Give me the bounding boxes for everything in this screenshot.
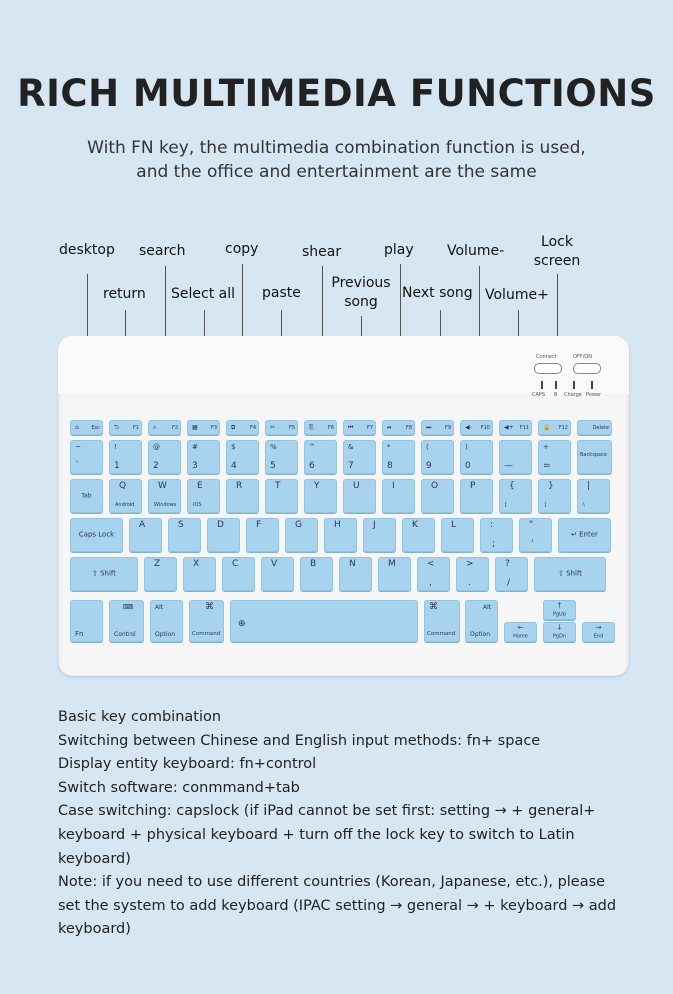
key-z-8[interactable] (417, 557, 450, 591)
key-lower: 1 (114, 461, 120, 471)
key-a-10[interactable] (480, 518, 513, 552)
key-lower: \ (583, 502, 585, 508)
subtitle-line-1: With FN key, the multimedia combination function is used, (87, 138, 586, 158)
key-q-10[interactable] (460, 479, 493, 513)
key-a-2[interactable] (168, 518, 201, 552)
callout-play: play (384, 242, 414, 258)
key-q-5[interactable] (265, 479, 298, 513)
arrow-left-icon: ← (517, 623, 524, 632)
command-icon-right: ⌘ (429, 602, 438, 612)
key-option-left-alt: Alt (155, 604, 164, 611)
key-lower: = (543, 461, 551, 471)
callout-paste: paste (262, 285, 301, 301)
key-upper: : (490, 520, 494, 530)
key-z-6[interactable] (339, 557, 372, 591)
key-z-2[interactable] (183, 557, 216, 591)
key-pgdn-label: PgDn (552, 633, 567, 640)
key-q-0[interactable] (70, 479, 103, 513)
key-end-label: End (593, 633, 604, 640)
key-upper: D (217, 520, 224, 530)
callout-lock-screen-line2: screen (533, 253, 581, 269)
key-pgup[interactable] (543, 600, 576, 620)
key-f4[interactable] (226, 420, 259, 435)
key-option-right-alt: Alt (483, 604, 492, 611)
caps-led (541, 381, 543, 389)
key-a-1[interactable] (129, 518, 162, 552)
fn-key-label: F1 (132, 425, 139, 431)
key-upper: @ (153, 443, 160, 451)
key-upper: ) (465, 443, 468, 451)
key-a-7[interactable] (363, 518, 396, 552)
charge-led (573, 381, 575, 389)
key-space[interactable] (230, 600, 418, 642)
key-q-9[interactable] (421, 479, 454, 513)
fn-key-icon: ⏭ (426, 424, 432, 431)
key-label: Caps Lock (78, 530, 115, 539)
key-z-5[interactable] (300, 557, 333, 591)
key-command-right-label: Command (427, 631, 456, 637)
key-upper: H (334, 520, 341, 530)
key-end[interactable] (582, 622, 615, 642)
key-upper: U (353, 481, 360, 491)
key-upper: Q (119, 481, 127, 491)
callout-volume-minus: Volume- (447, 243, 505, 259)
key-upper: O (431, 481, 439, 491)
key-lower: ; (492, 539, 496, 549)
subtitle (0, 136, 673, 184)
instruction-line: keyboard) (58, 850, 131, 867)
power-label: Power (586, 392, 602, 398)
callout-lock-screen-line1: Lock (541, 234, 573, 250)
key-f10[interactable] (460, 420, 493, 435)
key-a-0[interactable] (70, 518, 123, 552)
key-fn-label: Fn (75, 630, 84, 638)
callout-previous-song (329, 274, 393, 312)
key-upper: + (543, 443, 549, 451)
instructions-text (58, 706, 638, 942)
key-q-1[interactable] (109, 479, 142, 513)
key-control[interactable] (109, 600, 144, 642)
key-q-2[interactable] (148, 479, 181, 513)
key-num-7[interactable] (343, 440, 376, 474)
fn-key-label: F4 (249, 425, 256, 431)
key-a-4[interactable] (246, 518, 279, 552)
key-z-7[interactable] (378, 557, 411, 591)
fn-key-label: F3 (210, 425, 217, 431)
key-upper: C (232, 559, 239, 569)
key-a-6[interactable] (324, 518, 357, 552)
key-num-3[interactable] (187, 440, 220, 474)
key-num-2[interactable] (148, 440, 181, 474)
key-label: ⇧ Shift (91, 569, 116, 578)
key-upper: $ (231, 443, 236, 451)
key-f3[interactable] (187, 420, 220, 435)
key-upper: " (529, 520, 534, 530)
instruction-line: Basic key combination (58, 709, 222, 725)
key-upper: M (388, 559, 396, 569)
key-lower: 6 (309, 461, 315, 471)
subtitle-line-2: and the office and entertainment are the same (136, 162, 537, 182)
callout-select-all: Select all (171, 286, 235, 302)
key-q-7[interactable] (343, 479, 376, 513)
key-a-12[interactable] (558, 518, 611, 552)
fn-key-label: Esc (91, 425, 100, 431)
fn-key-label: F7 (366, 425, 373, 431)
key-lower: Windows (154, 502, 177, 508)
key-lower: / (507, 578, 511, 588)
key-upper: I (392, 481, 395, 491)
key-upper: K (412, 520, 418, 530)
key-q-3[interactable] (187, 479, 220, 513)
key-upper: * (387, 443, 391, 451)
key-upper: B (310, 559, 317, 569)
key-lower: iOS (193, 502, 202, 508)
key-upper: T (275, 481, 281, 491)
key-control-label: Control (114, 631, 136, 638)
callout-return: return (103, 286, 146, 302)
key-num-10[interactable] (460, 440, 493, 474)
key-command-right[interactable] (424, 600, 460, 642)
instruction-line: Display entity keyboard: fn+control (58, 756, 317, 773)
key-upper: > (466, 559, 474, 569)
key-num-11[interactable] (499, 440, 532, 474)
key-command-left-label: Command (192, 631, 221, 637)
power-led (591, 381, 593, 389)
key-lower: 0 (465, 461, 471, 471)
key-num-4[interactable] (226, 440, 259, 474)
fn-key-icon: ⌕ (153, 424, 157, 431)
key-lower: 8 (387, 461, 393, 471)
key-a-9[interactable] (441, 518, 474, 552)
bt-label: B (554, 392, 558, 398)
fn-key-icon: 🔒 (543, 424, 551, 431)
key-z-3[interactable] (222, 557, 255, 591)
charge-label: Charge (564, 392, 582, 398)
key-f0[interactable] (70, 420, 103, 435)
instruction-line: set the system to add keyboard (IPAC setting → general → + keyboard → add (58, 897, 617, 914)
key-z-1[interactable] (144, 557, 177, 591)
key-lower: — (504, 461, 513, 471)
key-upper: Y (314, 481, 320, 491)
fn-key-icon: ⏯ (387, 424, 392, 431)
key-upper: X (193, 559, 200, 569)
key-num-1[interactable] (109, 440, 142, 474)
key-num-12[interactable] (538, 440, 571, 474)
key-upper: W (158, 481, 167, 491)
key-z-4[interactable] (261, 557, 294, 591)
key-lower: , (429, 578, 432, 588)
key-upper: } (548, 481, 554, 491)
fn-key-label: F2 (171, 425, 178, 431)
key-lower: 9 (426, 461, 432, 471)
key-q-8[interactable] (382, 479, 415, 513)
instruction-line: Case switching: capslock (if iPad cannot be set first: setting → + general+ (58, 803, 596, 820)
key-f9[interactable] (421, 420, 454, 435)
key-upper: % (270, 443, 277, 451)
fn-key-icon: ⏮ (348, 424, 354, 431)
key-lower: ' (531, 539, 534, 549)
fn-key-label: F11 (519, 425, 529, 431)
key-home-label: Home (513, 633, 528, 640)
instruction-line: keyboard) (58, 921, 131, 938)
key-upper: ~ (75, 443, 81, 451)
globe-icon: ⊕ (238, 619, 246, 629)
key-upper: # (192, 443, 198, 451)
key-option-left[interactable] (150, 600, 183, 642)
key-fn[interactable] (70, 600, 103, 642)
key-option-right-label: Option (470, 631, 491, 638)
key-f5[interactable] (265, 420, 298, 435)
bluetooth-led (555, 381, 557, 389)
command-icon: ⌘ (205, 602, 214, 612)
key-upper: V (271, 559, 278, 569)
key-upper: S (178, 520, 184, 530)
fn-key-label: F8 (405, 425, 412, 431)
fn-key-label: F12 (558, 425, 568, 431)
key-pgdn[interactable] (543, 622, 576, 642)
instruction-line: Switch software: conmmand+tab (58, 779, 300, 796)
key-home[interactable] (504, 622, 537, 642)
connect-label: Connect (536, 354, 557, 360)
key-label: ↵ Enter (571, 530, 598, 539)
key-q-12[interactable] (538, 479, 571, 513)
key-a-8[interactable] (402, 518, 435, 552)
key-f6[interactable] (304, 420, 337, 435)
key-a-11[interactable] (519, 518, 552, 552)
fn-key-label: F6 (327, 425, 334, 431)
key-num-8[interactable] (382, 440, 415, 474)
fn-key-icon: ⮌ (114, 424, 119, 431)
callout-previous-song-line1: Previous (331, 275, 391, 291)
key-lower: 7 (348, 461, 354, 471)
keyboard-icon: ⌨ (123, 603, 134, 611)
key-f11[interactable] (499, 420, 532, 435)
connect-button[interactable] (534, 363, 562, 374)
callout-next-song: Next song (402, 285, 473, 301)
key-f13[interactable] (577, 420, 612, 435)
key-lower: Android (115, 502, 135, 508)
fn-key-icon: ✂ (270, 424, 276, 431)
key-lower: 2 (153, 461, 159, 471)
key-z-0[interactable] (70, 557, 138, 591)
key-lower: ] (544, 502, 546, 508)
key-lower: Backspace (580, 452, 607, 458)
arrow-down-icon: ↓ (556, 623, 563, 632)
arrow-right-icon: → (595, 623, 602, 632)
key-f7[interactable] (343, 420, 376, 435)
key-q-13[interactable] (577, 479, 610, 513)
key-upper: F (256, 520, 262, 530)
key-upper: ? (505, 559, 510, 569)
key-upper: A (139, 520, 146, 530)
fn-key-label: F9 (444, 425, 451, 431)
key-pgup-label: PgUp (552, 611, 567, 618)
key-lower: ` (75, 461, 80, 471)
callout-shear: shear (302, 244, 342, 260)
key-z-11[interactable] (534, 557, 606, 591)
callout-previous-song-line2: song (344, 294, 378, 310)
callout-lock-screen (530, 233, 584, 271)
key-a-5[interactable] (285, 518, 318, 552)
fn-key-label: F5 (288, 425, 295, 431)
key-f2[interactable] (148, 420, 181, 435)
callout-copy: copy (225, 241, 259, 257)
instruction-line: keyboard + physical keyboard + turn off the lock key to switch to Latin (58, 826, 575, 843)
key-tab-label: Tab (81, 492, 92, 500)
callout-desktop: desktop (59, 242, 115, 258)
key-upper: & (348, 443, 354, 451)
key-q-4[interactable] (226, 479, 259, 513)
key-upper: P (470, 481, 476, 491)
key-num-6[interactable] (304, 440, 337, 474)
fn-key-label: F10 (480, 425, 490, 431)
off-on-label: OFF/ON (573, 354, 593, 360)
key-lower: 3 (192, 461, 198, 471)
key-f12[interactable] (538, 420, 571, 435)
callout-volume-plus: Volume+ (485, 287, 549, 303)
power-switch[interactable] (573, 363, 601, 374)
callout-search: search (139, 243, 186, 259)
key-lower: 5 (270, 461, 276, 471)
key-f1[interactable] (109, 420, 142, 435)
key-lower: [ (505, 502, 507, 508)
key-q-6[interactable] (304, 479, 337, 513)
fn-key-icon: ▦ (192, 424, 198, 431)
fn-key-icon: ⎘ (309, 424, 314, 431)
key-upper: L (451, 520, 457, 530)
key-num-5[interactable] (265, 440, 298, 474)
key-upper: | (587, 481, 591, 491)
page-title: RICH MULTIMEDIA FUNCTIONS (17, 72, 656, 115)
key-num-9[interactable] (421, 440, 454, 474)
keyboard (58, 336, 629, 676)
key-lower: . (468, 578, 471, 588)
key-num-0[interactable] (70, 440, 103, 474)
key-upper: ! (114, 443, 117, 451)
fn-key-icon: ◀+ (504, 424, 514, 431)
instruction-line: Switching between Chinese and English input methods: fn+ space (58, 732, 541, 749)
key-upper: E (197, 481, 203, 491)
key-command-left[interactable] (189, 600, 224, 642)
key-z-10[interactable] (495, 557, 528, 591)
key-z-9[interactable] (456, 557, 489, 591)
key-upper: G (295, 520, 302, 530)
key-upper: N (349, 559, 356, 569)
key-upper: J (373, 520, 376, 530)
key-upper: ^ (309, 443, 315, 451)
arrow-up-icon: ↑ (556, 601, 563, 610)
key-lower: 4 (231, 461, 237, 471)
key-upper: { (509, 481, 515, 491)
fn-key-icon: ⧉ (231, 424, 236, 431)
instruction-line: Note: if you need to use different countries (Korean, Japanese, etc.), please (58, 874, 606, 891)
key-upper: Z (154, 559, 161, 569)
key-q-11[interactable] (499, 479, 532, 513)
caps-label: CAPS (532, 392, 546, 398)
fn-key-icon: ⌂ (75, 424, 79, 431)
key-upper: ( (426, 443, 429, 451)
key-option-left-label: Option (155, 631, 176, 638)
key-label: ⇧ Shift (557, 569, 582, 578)
key-f8[interactable] (382, 420, 415, 435)
key-num-13[interactable] (577, 440, 612, 474)
fn-key-icon: ◀- (465, 424, 472, 431)
key-upper: R (236, 481, 243, 491)
key-upper: < (427, 559, 435, 569)
key-a-3[interactable] (207, 518, 240, 552)
key-option-right[interactable] (465, 600, 498, 642)
fn-key-label: Delete (592, 425, 609, 431)
